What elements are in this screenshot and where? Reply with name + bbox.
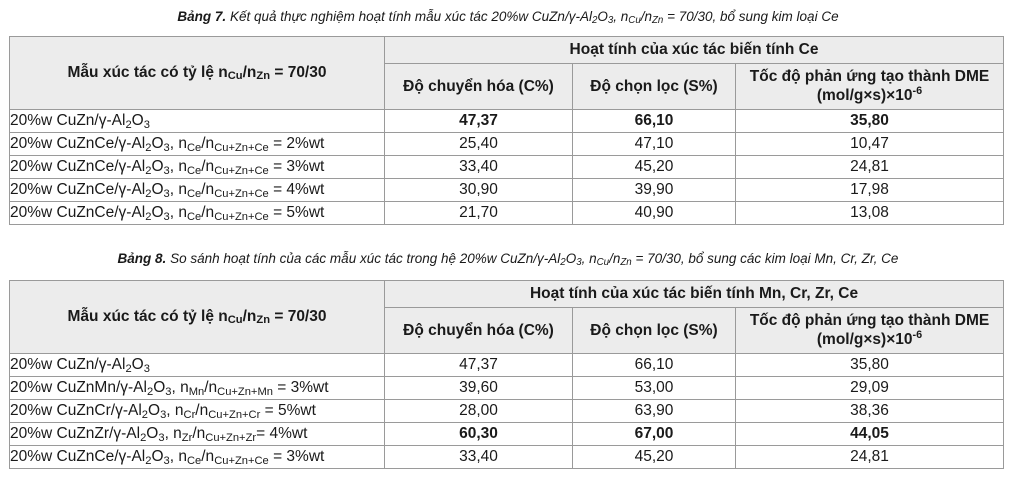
table-8: [9, 280, 1004, 469]
table-row: [10, 202, 1004, 225]
rate-cell: 35,80: [736, 110, 1004, 133]
rate-cell: 29,09: [736, 377, 1004, 400]
selectivity-cell: 40,90: [573, 202, 736, 225]
conversion-cell: 33,40: [385, 156, 573, 179]
table-7-col-conversion: Độ chuyển hóa (C%): [385, 64, 573, 110]
conversion-cell: 33,40: [385, 446, 573, 469]
table-row: [10, 377, 1004, 400]
selectivity-cell: 39,90: [573, 179, 736, 202]
sample-cell: 20%w CuZnCe/γ-Al2O3, nCe/nCu+Zn+Ce = 5%wt: [10, 202, 385, 225]
table-7-caption-text: Kết quả thực nghiệm hoạt tính mẫu xúc tác 20%w CuZn/γ-Al2O3, nCu/nZn = 70/30, bổ sung kim loại Ce: [229, 9, 839, 27]
rate-cell: 17,98: [736, 179, 1004, 202]
table-row: [10, 110, 1004, 133]
rate-cell: 24,81: [736, 156, 1004, 179]
rate-cell: 38,36: [736, 400, 1004, 423]
selectivity-cell: 45,20: [573, 446, 736, 469]
table-7-group-header: Hoạt tính của xúc tác biến tính Ce: [385, 37, 1004, 64]
table-8-col-selectivity: Độ chọn lọc (S%): [573, 308, 736, 354]
conversion-cell: 39,60: [385, 377, 573, 400]
selectivity-cell: 67,00: [573, 423, 736, 446]
table-row: [10, 400, 1004, 423]
selectivity-cell: 53,00: [573, 377, 736, 400]
rate-cell: 10,47: [736, 133, 1004, 156]
sample-cell: 20%w CuZnCe/γ-Al2O3, nCe/nCu+Zn+Ce = 2%wt: [10, 133, 385, 156]
sample-cell: 20%w CuZnCe/γ-Al2O3, nCe/nCu+Zn+Ce = 4%wt: [10, 179, 385, 202]
table-8-caption-text: So sánh hoạt tính của các mẫu xúc tác trong hệ 20%w CuZn/γ-Al2O3, nCu/nZn = 70/30, bổ sung các kim loại Mn, Cr, Zr, Ce: [170, 251, 899, 269]
table-7-col-selectivity: Độ chọn lọc (S%): [573, 64, 736, 110]
table-8-row-header: Mẫu xúc tác có tỷ lệ nCu/nZn = 70/30: [10, 281, 385, 354]
table-row: [10, 423, 1004, 446]
table-8-col-rate: Tốc độ phản ứng tạo thành DME $(mol/g\times s)\times 10^{-6}$: [736, 308, 1004, 354]
rate-cell: 13,08: [736, 202, 1004, 225]
table-7-col-rate: Tốc độ phản ứng tạo thành DME $(mol/g\times s)\times 10^{-6}$: [736, 64, 1004, 110]
table-7-row-header: Mẫu xúc tác có tỷ lệ nCu/nZn = 70/30: [10, 37, 385, 110]
rate-cell: 44,05: [736, 423, 1004, 446]
table-8-caption: [0, 251, 1016, 269]
conversion-cell: 21,70: [385, 202, 573, 225]
conversion-cell: 28,00: [385, 400, 573, 423]
rate-cell: 24,81: [736, 446, 1004, 469]
table-8-col-conversion: Độ chuyển hóa (C%): [385, 308, 573, 354]
table-8-group-header: Hoạt tính của xúc tác biến tính Mn, Cr, Zr, Ce: [385, 281, 1004, 308]
sample-cell: 20%w CuZnCe/γ-Al2O3, nCe/nCu+Zn+Ce = 3%wt: [10, 446, 385, 469]
table-row: [10, 179, 1004, 202]
table-row: [10, 156, 1004, 179]
selectivity-cell: 63,90: [573, 400, 736, 423]
table-7: [9, 36, 1004, 225]
table-7-caption-label: Bảng 7.: [177, 9, 227, 24]
sample-cell: 20%w CuZn/γ-Al2O3: [10, 354, 385, 377]
selectivity-cell: 66,10: [573, 354, 736, 377]
sample-cell: 20%w CuZnMn/γ-Al2O3, nMn/nCu+Zn+Mn = 3%wt: [10, 377, 385, 400]
selectivity-cell: 47,10: [573, 133, 736, 156]
selectivity-cell: 66,10: [573, 110, 736, 133]
rate-cell: 35,80: [736, 354, 1004, 377]
conversion-cell: 60,30: [385, 423, 573, 446]
sample-cell: 20%w CuZnCe/γ-Al2O3, nCe/nCu+Zn+Ce = 3%wt: [10, 156, 385, 179]
sample-cell: 20%w CuZnCr/γ-Al2O3, nCr/nCu+Zn+Cr = 5%wt: [10, 400, 385, 423]
conversion-cell: 30,90: [385, 179, 573, 202]
selectivity-cell: 45,20: [573, 156, 736, 179]
conversion-cell: 47,37: [385, 354, 573, 377]
table-8-caption-label: Bảng 8.: [117, 251, 167, 266]
sample-cell: 20%w CuZn/γ-Al2O3: [10, 110, 385, 133]
sample-cell: 20%w CuZnZr/γ-Al2O3, nZr/nCu+Zn+Zr= 4%wt: [10, 423, 385, 446]
table-7-caption: [0, 9, 1016, 27]
conversion-cell: 25,40: [385, 133, 573, 156]
table-row: [10, 446, 1004, 469]
table-row: [10, 354, 1004, 377]
conversion-cell: 47,37: [385, 110, 573, 133]
table-row: [10, 133, 1004, 156]
